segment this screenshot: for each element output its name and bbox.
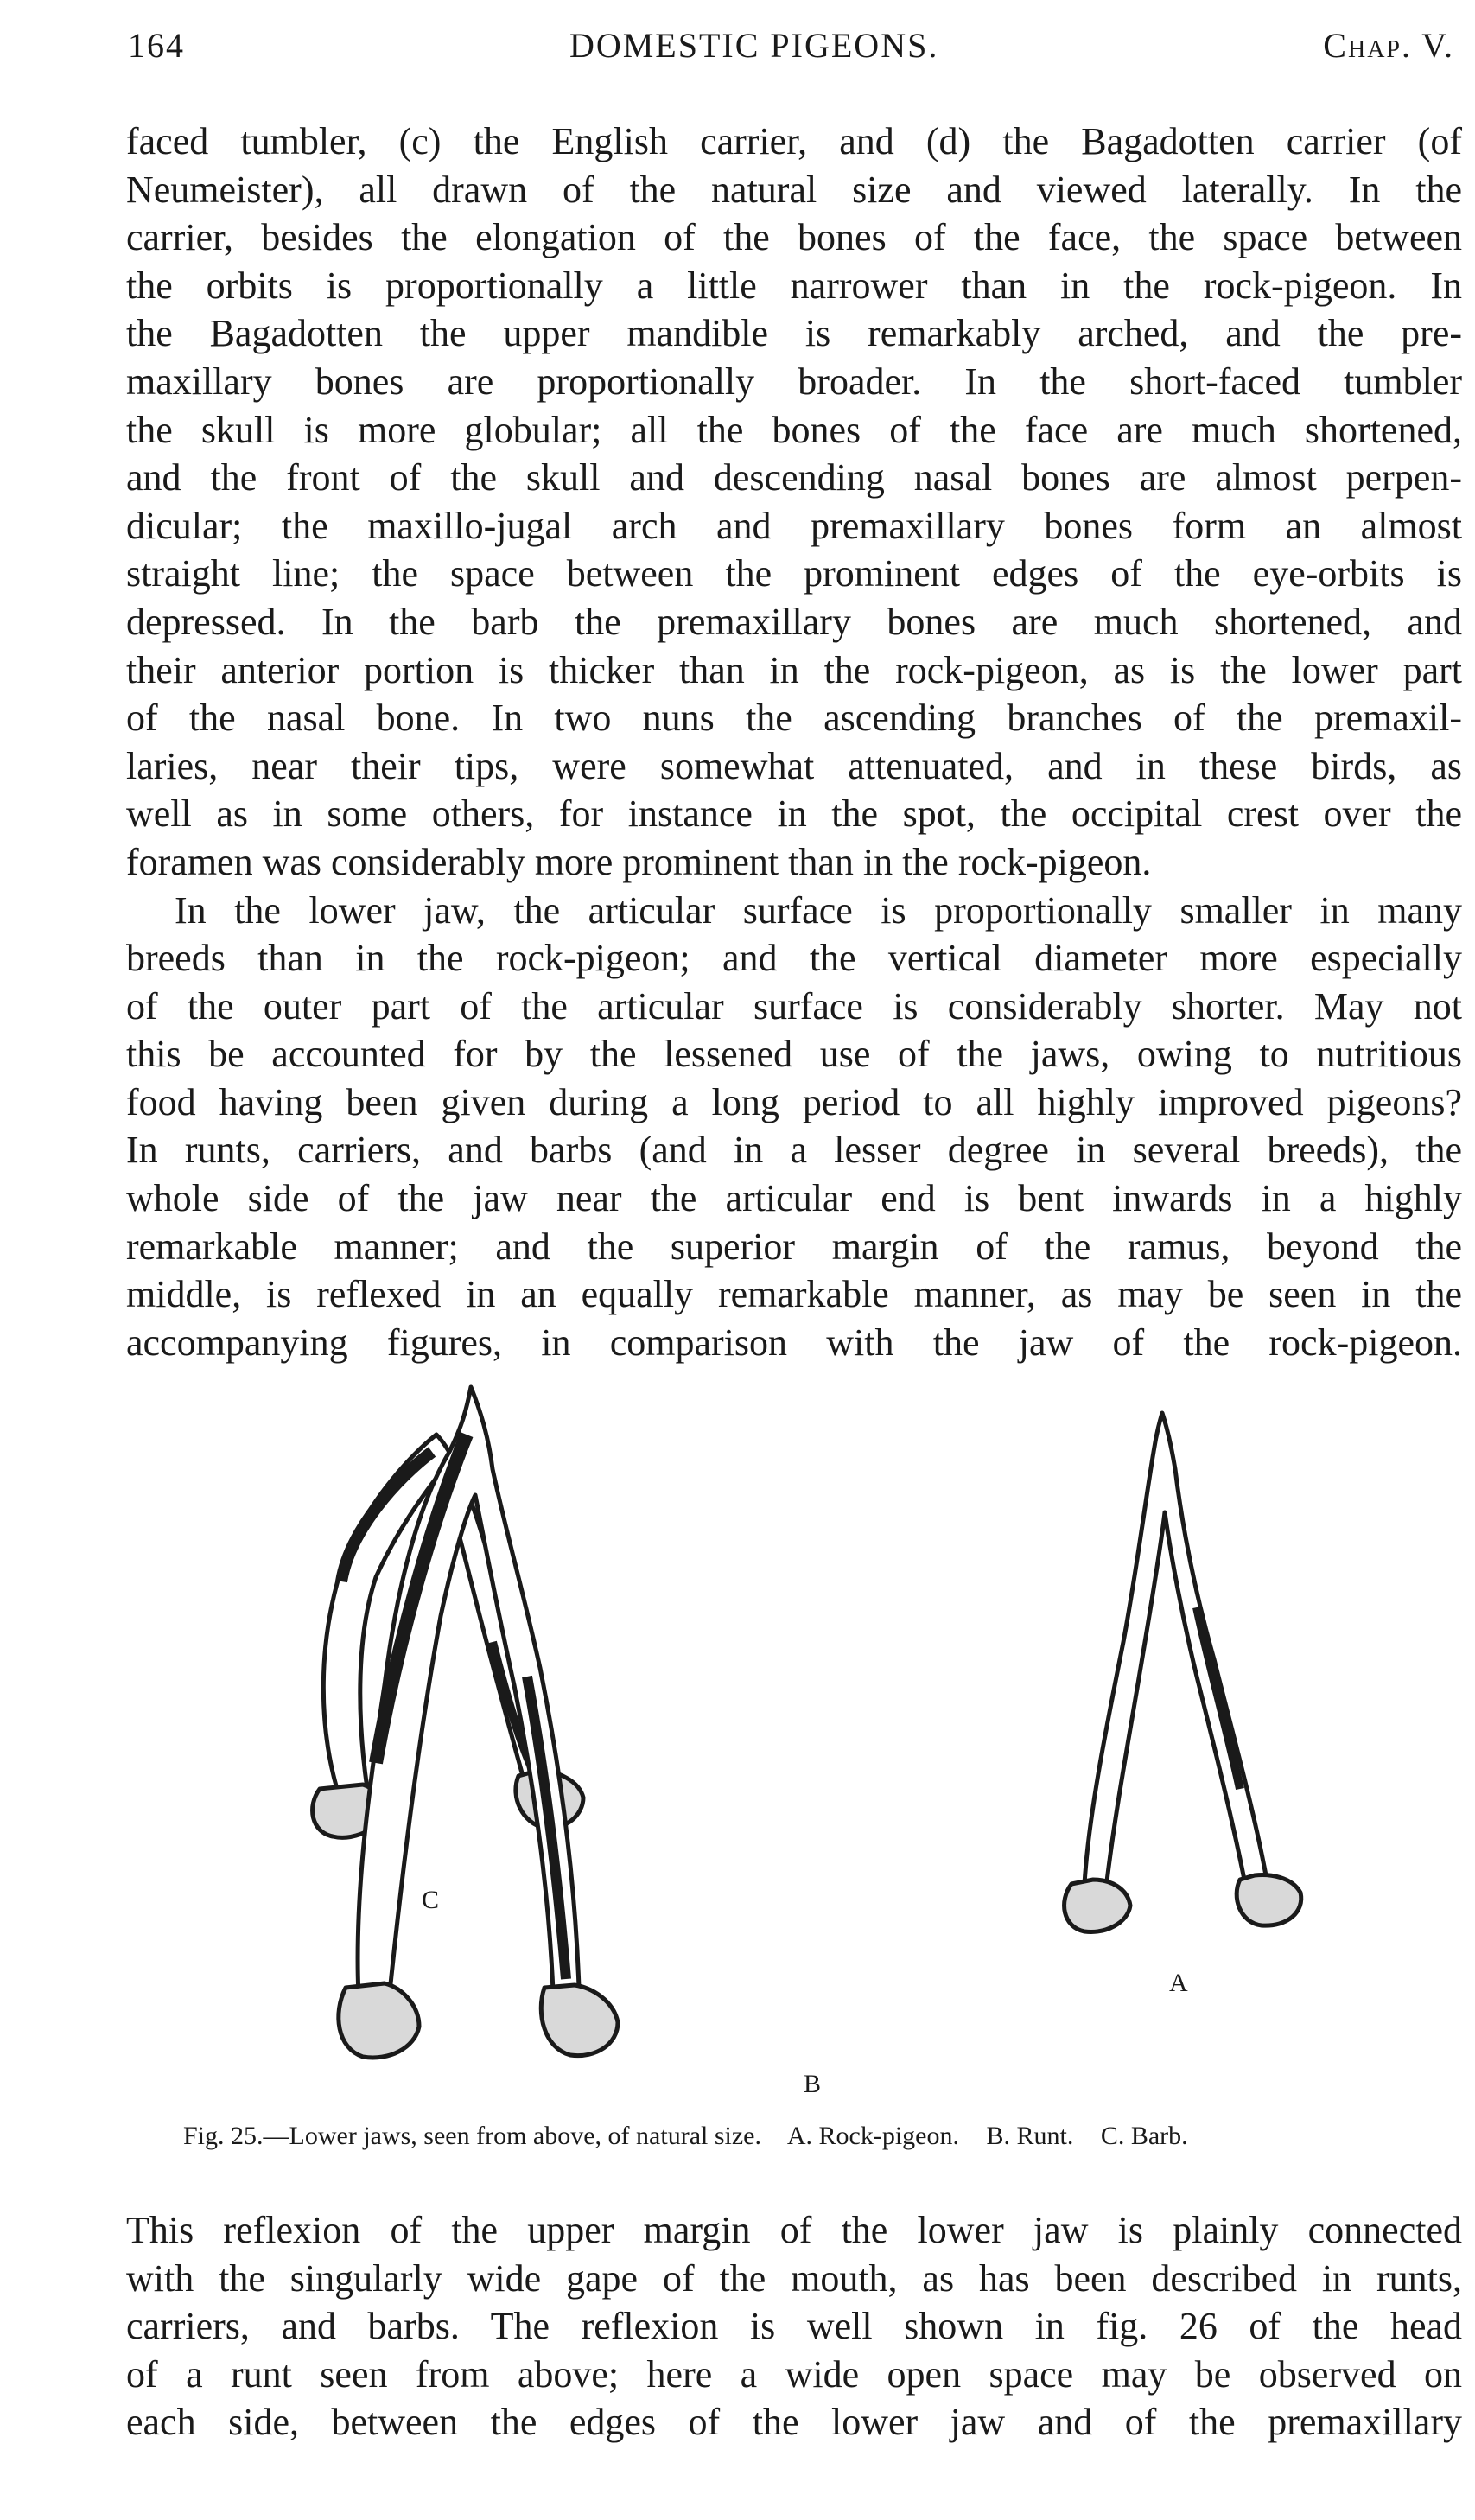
text-line: In the lower jaw, the articular surface is proportionally smaller in many xyxy=(175,888,1462,932)
text-line: remarkable manner; and the superior margin of the ramus, beyond the xyxy=(126,1225,1462,1268)
text-line: accompanying figures, in comparison with the jaw of the rock-pigeon. xyxy=(126,1320,1462,1364)
figure-label-a: A xyxy=(1169,1969,1188,1997)
text-line: Neumeister), all drawn of the natural size and viewed laterally. In the xyxy=(126,168,1462,211)
text-line: whole side of the jaw near the articular end is bent inwards in a highly xyxy=(126,1177,1462,1220)
page-number: 164 xyxy=(128,25,185,65)
text-line: depressed. In the barb the premaxillary bones are much shortened, and xyxy=(126,600,1462,643)
text-line: faced tumbler, (c) the English carrier, and (d) the Bagadotten carrier (of xyxy=(126,120,1462,162)
body-text-bottom xyxy=(126,2206,1462,2447)
text-line: foramen was considerably more prominent than in the rock-pigeon. xyxy=(126,840,1152,883)
text-line: This reflexion of the upper margin of the lower jaw is plainly connected xyxy=(126,2209,1462,2251)
text-line: their anterior portion is thicker than in the rock-pigeon, as is the lower part xyxy=(126,648,1462,691)
running-header xyxy=(128,19,1454,71)
text-line: maxillary bones are proportionally broader. In the short-faced tumbler xyxy=(126,360,1462,403)
text-line: breeds than in the rock-pigeon; and the vertical diameter more especially xyxy=(126,937,1462,980)
text-line: middle, is reflexed in an equally remarkable manner, as may be seen in the xyxy=(126,1273,1462,1316)
text-line: and the front of the skull and descending nasal bones are almost perpen- xyxy=(126,456,1462,500)
text-line: each side, between the edges of the lower jaw and of the premaxillary xyxy=(126,2401,1462,2444)
text-line: of the outer part of the articular surface is considerably shorter. May not xyxy=(126,984,1462,1028)
text-line: this be accounted for by the lessened use of the jaws, owing to nutritious xyxy=(126,1033,1462,1076)
text-line: the skull is more globular; all the bones of the face are much shortened, xyxy=(126,408,1462,451)
figure-caption xyxy=(183,2122,1453,2151)
text-line: food having been given during a long period to all highly improved pigeons? xyxy=(126,1080,1462,1123)
runt-jaw-drawing xyxy=(339,1387,618,2058)
body-text-top xyxy=(126,118,1462,1366)
figure-25 xyxy=(190,1383,1348,2100)
text-line: carrier, besides the elongation of the bones of the face, the space between xyxy=(126,216,1462,259)
caption-title: Fig. 25.—Lower jaws, seen from above, of natural size. xyxy=(183,2122,761,2150)
caption-b: B. Runt. xyxy=(986,2122,1074,2150)
rock-pigeon-jaw-drawing xyxy=(1065,1413,1301,1931)
text-line: with the singularly wide gape of the mouth, as has been described in runts, xyxy=(126,2256,1462,2300)
text-line: laries, near their tips, were somewhat attenuated, and in these birds, as xyxy=(126,744,1462,787)
figure-label-b: B xyxy=(804,2070,822,2098)
text-line: straight line; the space between the prominent edges of the eye-orbits is xyxy=(126,552,1462,595)
chapter-label: Chap. V. xyxy=(1323,25,1454,65)
text-line: the orbits is proportionally a little narrower than in the rock-pigeon. In xyxy=(126,264,1462,307)
figure-label-c: C xyxy=(422,1886,440,1914)
text-line: of a runt seen from above; here a wide open space may be observed on xyxy=(126,2352,1462,2396)
running-title: DOMESTIC PIGEONS. xyxy=(569,25,939,65)
text-line: dicular; the maxillo-jugal arch and premaxillary bones form an almost xyxy=(126,504,1462,547)
caption-a: A. Rock-pigeon. xyxy=(786,2122,959,2150)
text-line: In runts, carriers, and barbs (and in a lesser degree in several breeds), the xyxy=(126,1129,1462,1172)
caption-c: C. Barb. xyxy=(1100,2122,1188,2150)
text-line: well as in some others, for instance in the spot, the occipital crest over the xyxy=(126,792,1462,836)
text-line: of the nasal bone. In two nuns the ascending branches of the premaxil- xyxy=(126,697,1462,740)
text-line: carriers, and barbs. The reflexion is well shown in fig. 26 of the head xyxy=(126,2305,1462,2348)
text-line: the Bagadotten the upper mandible is remarkably arched, and the pre- xyxy=(126,312,1462,355)
